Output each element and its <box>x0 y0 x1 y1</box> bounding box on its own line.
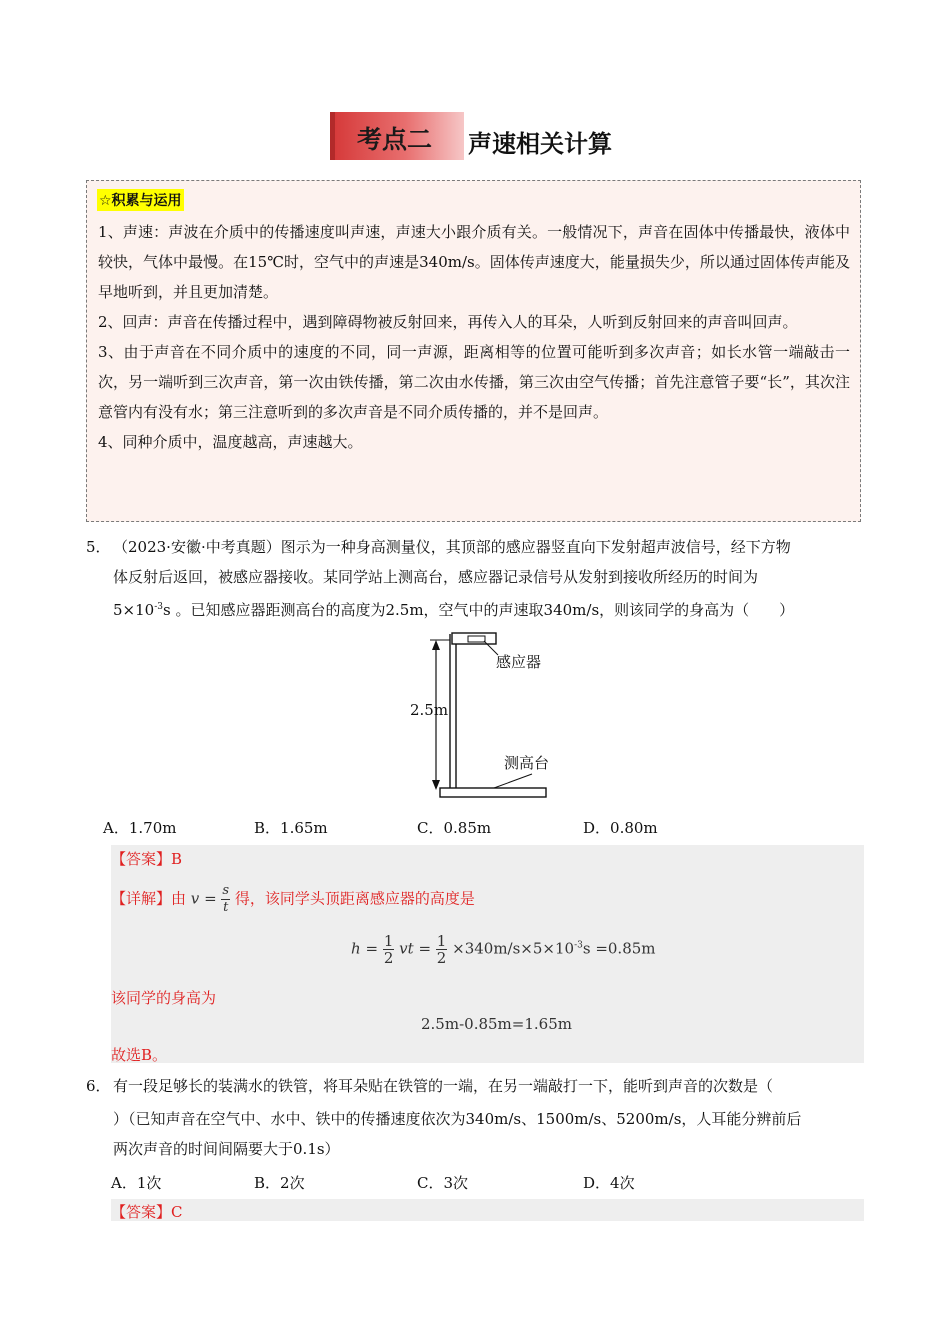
option-b[interactable]: B．1.65m <box>254 819 328 837</box>
question-5-line1: （2023·安徽·中考真题）图示为一种身高测量仪，其顶部的感应器竖直向下发射超声波信号，经下方物 <box>113 538 791 556</box>
knowledge-item: 2、回声：声音在传播过程中，遇到障碍物被反射回来，再传入人的耳朵，人听到反射回来的声音叫回声。 <box>98 313 798 331</box>
heading-tag-text: 考点二 <box>357 125 433 154</box>
option-a[interactable]: A．1.70m <box>103 819 177 837</box>
question-number: 6． <box>86 1077 111 1095</box>
formula-eq2: = <box>418 939 432 958</box>
height-text: 该同学的身高为 <box>111 989 217 1007</box>
velocity-equals: = <box>204 889 217 908</box>
formula-h: h <box>351 939 361 958</box>
distance-symbol: s <box>222 883 230 898</box>
height-formula-calc <box>351 933 656 966</box>
formula-half-1-den: 2 <box>383 949 394 967</box>
velocity-symbol: v <box>190 889 200 908</box>
knowledge-item: 1、声速：声波在介质中的传播速度叫声速，声速大小跟介质有关。一般情况下，声音在固体中传播最快，液体中较快，气体中最慢。在15℃时，空气中的声速是340m/s。固体传声速度大，能量损失少，所以通过固体传声能及早地听到，并且更加清楚。 <box>98 223 850 301</box>
question-5-line3-rest: 。已知感应器距测高台的高度为2.5m，空气中的声速取340m/s，则该同学的身高为（ ） <box>175 601 795 619</box>
answer-box-5 <box>111 845 864 1063</box>
formula-tail: s =0.85m <box>582 939 656 958</box>
option-d[interactable]: D．4次 <box>583 1174 635 1192</box>
sensor-inner <box>468 636 485 642</box>
option-c[interactable]: C．3次 <box>417 1174 469 1192</box>
formula-half-2-den: 2 <box>436 949 447 967</box>
formula-mid: ×340m/s×5×10 <box>452 939 575 958</box>
question-6-line1: 有一段足够长的装满水的铁管，将耳朵贴在铁管的一端，在另一端敲打一下，能听到声音的次数是（ <box>113 1077 774 1095</box>
height-label: 2.5m <box>410 701 449 719</box>
question-5 <box>86 532 862 624</box>
heading-tag <box>330 112 464 160</box>
dimension-arrow-bottom <box>432 780 440 790</box>
knowledge-box <box>86 180 861 522</box>
formula-exp: -3 <box>574 940 583 951</box>
sensor-label: 感应器 <box>496 653 542 671</box>
knowledge-item: 4、同种介质中，温度越高，声速越大。 <box>98 433 363 451</box>
time-exponent: -3 <box>154 602 163 612</box>
formula-half-2 <box>436 933 448 966</box>
option-d[interactable]: D．0.80m <box>583 819 658 837</box>
heading-title: 声速相关计算 <box>468 130 612 158</box>
time-symbol: t <box>223 900 229 915</box>
platform <box>440 788 546 797</box>
question-5-line2: 体反射后返回，被感应器接收。某同学站上测高台，感应器记录信号从发射到接收所经历的时间为 <box>113 568 759 586</box>
conclusion: 故选B。 <box>111 1046 168 1064</box>
platform-label: 测高台 <box>504 754 550 772</box>
answer-label: 【答案】B <box>111 850 183 868</box>
question-6-line2: ）（已知声音在空气中、水中、铁中的传播速度依次为340m/s、1500m/s、5200m/s，人耳能分辨前后 <box>113 1110 802 1128</box>
answer-box-6 <box>111 1199 864 1221</box>
formula-half-2-num: 1 <box>436 932 447 950</box>
question-6-line3: 两次声音的时间间隔要大于0.1s） <box>113 1140 340 1158</box>
time-base: 5×10 <box>113 601 155 619</box>
formula-half-1 <box>383 933 395 966</box>
answer-label: 【答案】C <box>111 1203 183 1221</box>
question-number: 5． <box>86 538 111 556</box>
question-6 <box>86 1071 862 1163</box>
platform-leader <box>494 774 532 788</box>
knowledge-label: ☆积累与运用 <box>97 189 184 211</box>
question-5-line3 <box>113 592 862 625</box>
formula-eq1: = <box>365 939 379 958</box>
velocity-fraction <box>221 883 230 916</box>
formula-vt: vt <box>399 939 414 958</box>
section-heading <box>330 112 650 160</box>
option-b[interactable]: B．2次 <box>254 1174 305 1192</box>
detail-line <box>111 883 475 916</box>
time-unit: s <box>162 601 171 619</box>
option-c[interactable]: C．0.85m <box>417 819 492 837</box>
detail-tag: 【详解】由 <box>111 889 187 908</box>
knowledge-item: 3、由于声音在不同介质中的速度的不同，同一声源，距离相等的位置可能听到多次声音；如长水管一端敲击一次，另一端听到三次声音，第一次由铁传播，第二次由水传播，第三次由空气传播；首先注意管子要“长”，其次注意管内有没有水；第三注意听到的多次声音是不同介质传播的，并不是回声。 <box>98 343 850 421</box>
option-a[interactable]: A．1次 <box>111 1174 162 1192</box>
detail-text: 得，该同学头顶距离感应器的高度是 <box>234 889 475 908</box>
formula-half-1-num: 1 <box>383 932 394 950</box>
dimension-arrow-top <box>432 640 440 650</box>
height-formula: 2.5m-0.85m=1.65m <box>421 1015 572 1033</box>
knowledge-body <box>98 217 850 457</box>
